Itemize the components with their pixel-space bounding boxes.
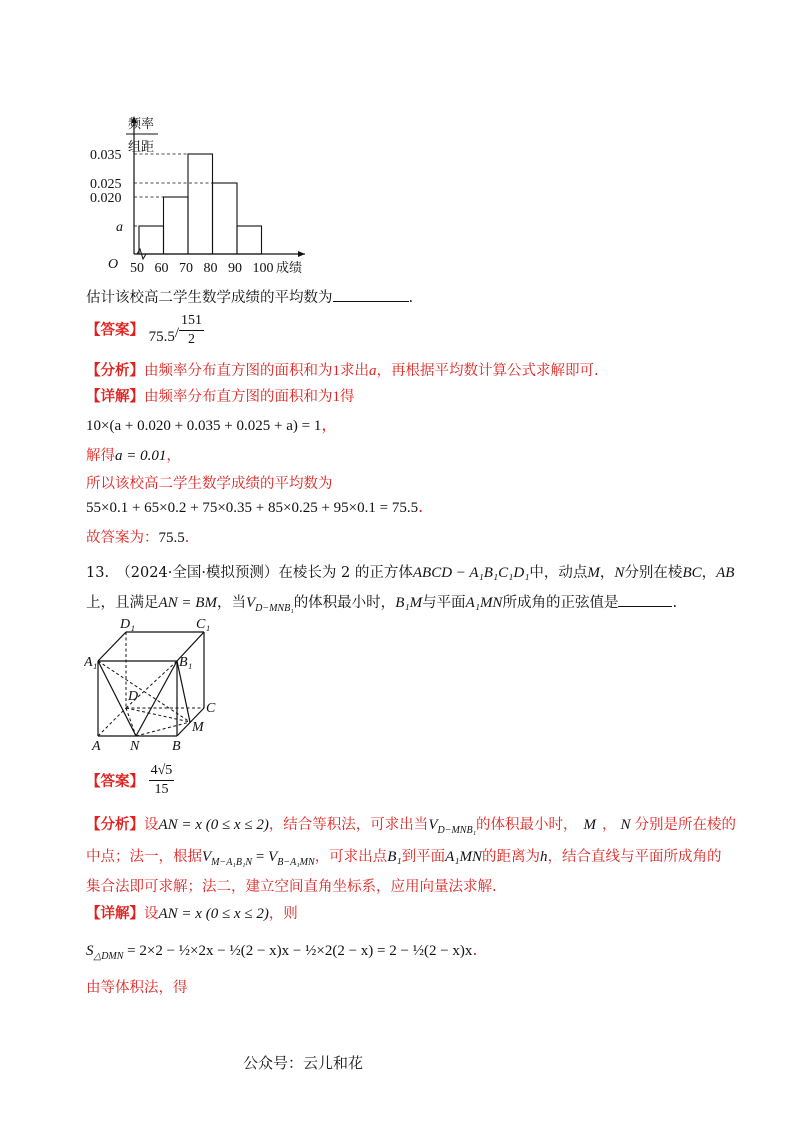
hidden-nm [136, 722, 190, 736]
label-m: M [192, 720, 204, 735]
label-b1: B₁ [179, 655, 193, 670]
q12-question-tail: 估计该校高二学生数学成绩的平均数为 . [86, 286, 413, 307]
label-b: B [172, 739, 181, 752]
histogram-bar [188, 154, 213, 254]
answer-blank [618, 592, 672, 607]
hidden-edge-ad [98, 708, 126, 736]
q13-stem-line-1: 13. （2024·全国·模拟预测）在棱长为 2 的正方体ABCD − A₁B₁C₁D₁中，动点M，N分别在棱BC，AB [86, 565, 735, 581]
histogram-bar [237, 226, 262, 254]
q13-stem-line-2: 上，且满足AN = BM，当$V_{D-MNB_1}$的体积最小时，B₁M与平面A₁MN所成角的正弦值是 . [86, 591, 677, 614]
y-tick-label: 0.035 [90, 148, 122, 163]
answer-separator: / [174, 325, 180, 341]
segment-nb1 [136, 661, 177, 736]
x-axis-arrow [298, 251, 305, 257]
answer-blank [333, 287, 409, 302]
x-tick-label: 70 [179, 261, 193, 276]
y-tick-label: 0.025 [90, 177, 122, 192]
q13-analysis-line-2: 中点；法一，根据$V_{M-A_1B_1N} = V_{B-A_1MN}$，可求出点B₁到平面A₁MN的距离为h，结合直线与平面所成角的 [86, 849, 722, 868]
histogram-bar [213, 183, 238, 254]
q13-last-line: 由等体积法，得 [86, 980, 188, 996]
y-axis-label-bottom: 组距 [128, 139, 155, 154]
label-d: D [128, 689, 139, 704]
q12-solve: 解得a = 0.01， [86, 448, 181, 464]
x-tick-label: 50 [130, 261, 144, 276]
answer-fraction: $\frac{151}{2}$ [181, 313, 203, 347]
x-tick-label: 80 [203, 261, 218, 276]
x-tick-label: 100 [252, 261, 274, 276]
q12-analysis: 【分析】由频率分布直方图的面积和为1求出a，再根据平均数计算公式求解即可. [86, 362, 599, 379]
q12-equation-2: 55×0.1 + 65×0.2 + 75×0.35 + 85×0.25 + 95×0.1 = 75.5. [86, 497, 424, 516]
histogram-bar [164, 197, 189, 254]
histogram-bar [139, 226, 164, 254]
footer-account: 公众号：云儿和花 [243, 1054, 364, 1072]
q13-analysis-line-3: 集合法即可求解；法二，建立空间直角坐标系，应用向量法求解. [86, 879, 497, 895]
label-c: C [206, 701, 216, 716]
answer-value: 75.5 [148, 329, 175, 345]
q12-final: 故答案为：75.5. [86, 530, 190, 546]
q12-detail: 【详解】由频率分布直方图的面积和为1得 [86, 388, 355, 405]
origin-label: O [108, 257, 119, 272]
y-tick-label: 0.020 [90, 191, 122, 206]
cube-diagram [84, 616, 224, 752]
label-a1: A₁ [84, 655, 98, 670]
answer-tag: 【答案】 [86, 773, 144, 790]
q13-analysis-line-1: 【分析】设AN = x (0 ≤ x ≤ 2)，结合等积法，可求出当$V_{D-MNB_1}$的体积最小时， M ， N 分别是所在棱的 [86, 816, 737, 836]
label-c1: C₁ [196, 617, 211, 632]
x-axis-label: 成绩 [276, 260, 303, 275]
x-tick-label: 90 [228, 261, 242, 276]
q13-detail: 【详解】设AN = x (0 ≤ x ≤ 2)，则 [86, 905, 298, 922]
label-a: A [92, 739, 101, 752]
q12-answer-line [86, 312, 204, 349]
q12-mean-text: 所以该校高二学生数学成绩的平均数为 [86, 476, 333, 492]
q13-area-equation: $S_{\triangle DMN} = 2\times 2$ − ½×2x − ½(2 − x)x − ½×2(2 − x) = 2 − ½(2 − x)x. [86, 940, 478, 962]
edge-a1d1 [98, 632, 126, 661]
label-n: N [130, 739, 140, 752]
segment-b1m [177, 661, 190, 722]
x-tick-label: 60 [154, 261, 169, 276]
q13-answer-line [86, 762, 174, 799]
q12-equation-1: 10×(a + 0.020 + 0.035 + 0.025 + a) = 1， [86, 415, 338, 434]
y-tick-label: a [116, 220, 123, 235]
hidden-dm [126, 708, 190, 722]
frequency-histogram [90, 108, 320, 278]
y-axis-label-top: 频率 [128, 116, 155, 131]
label-d1: D₁ [120, 617, 135, 632]
answer-tag: 【答案】 [86, 321, 144, 339]
answer-fraction: $\frac{4√5}{15}$ [150, 763, 173, 797]
